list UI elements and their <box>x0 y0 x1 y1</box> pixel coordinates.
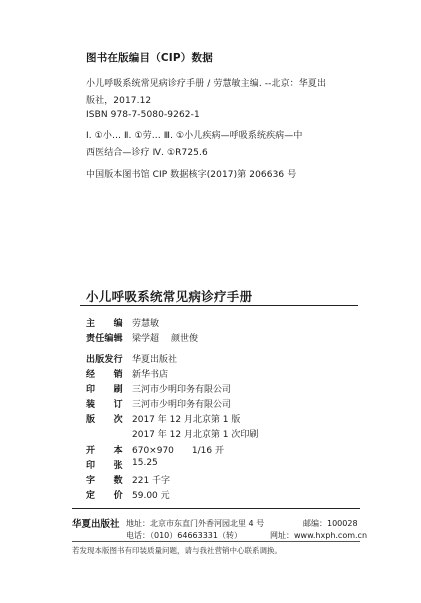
price-row <box>86 488 170 501</box>
edition-row <box>86 412 240 425</box>
footer-bottom-rule <box>72 541 360 542</box>
editor-value: 劳慧敏 <box>132 319 160 329</box>
cip-line: Ⅰ. ①小… Ⅱ. ①劳… Ⅲ. ①小儿疾病—呼吸系统疾病—中 <box>86 131 303 141</box>
printer-row <box>86 382 231 395</box>
binder-value: 三河市少明印务有限公司 <box>132 400 232 410</box>
editor-label: 主 编 <box>86 319 123 329</box>
footer-address: 地址：北京市东直门外香河园北里 4 号 <box>126 519 265 528</box>
footer-publisher: 华夏出版社 <box>72 519 120 530</box>
printer-value: 三河市少明印务有限公司 <box>132 385 232 395</box>
printer-label: 印 刷 <box>86 385 123 395</box>
price-value: 59.00 元 <box>132 491 170 501</box>
format-row <box>86 443 224 456</box>
publisher-value: 华夏出版社 <box>132 355 178 365</box>
format-label: 开 本 <box>86 446 123 456</box>
distributor-label: 经 销 <box>86 370 123 380</box>
resp-editor-1: 梁学超 <box>132 334 160 344</box>
words-value: 221 千字 <box>132 476 171 486</box>
distributor-row <box>86 367 168 380</box>
footer-note: 若发现本版图书有印装质量问题，请与我社营销中心联系调换。 <box>72 546 282 555</box>
binder-row <box>86 397 231 410</box>
sheets-row <box>86 458 158 471</box>
resp-editor-label: 责任编辑 <box>86 334 123 344</box>
edition-value: 2017 年 12 月北京第 1 版 <box>132 415 241 425</box>
footer-website: 网址：www.hxph.com.cn <box>270 531 368 540</box>
resp-editor-value <box>132 331 210 344</box>
binder-label: 装 订 <box>86 400 123 410</box>
words-row <box>86 473 170 486</box>
footer-postcode: 邮编：100028 <box>303 519 358 528</box>
footer-phone: 电话：（010）64663331（转） <box>126 531 242 540</box>
cip-line: 西医结合—诊疗 Ⅳ. ①R725.6 <box>86 148 208 158</box>
publisher-row <box>86 352 177 365</box>
words-label: 字 数 <box>86 476 123 486</box>
printing-value: 2017 年 12 月北京第 1 次印刷 <box>132 430 259 440</box>
resp-editor-row <box>86 331 210 344</box>
cip-heading: 图书在版编目（CIP）数据 <box>86 52 213 64</box>
cip-isbn: ISBN 978-7-5080-9262-1 <box>86 110 200 120</box>
format-value: 670×970 1/16 开 <box>132 446 224 456</box>
distributor-value: 新华书店 <box>132 370 169 380</box>
footer-rule <box>72 508 360 509</box>
edition-label: 版 次 <box>86 415 123 425</box>
price-label: 定 价 <box>86 491 123 501</box>
title-rule <box>80 305 358 306</box>
editor-row <box>86 316 159 329</box>
cip-line: 小儿呼吸系统常见病诊疗手册 / 劳慧敏主编. --北京：华夏出 <box>86 79 327 89</box>
publisher-label: 出版发行 <box>86 355 123 365</box>
cip-data-number: 中国版本图书馆 CIP 数据核字(2017)第 206636 号 <box>86 170 297 180</box>
resp-editor-2: 颜世俊 <box>171 334 199 344</box>
printing-row <box>86 427 258 440</box>
sheets-label: 印 张 <box>86 461 123 471</box>
sheets-value: 15.25 <box>132 458 158 468</box>
book-title: 小儿呼吸系统常见病诊疗手册 <box>86 289 253 304</box>
cip-line: 版社，2017.12 <box>86 96 152 106</box>
